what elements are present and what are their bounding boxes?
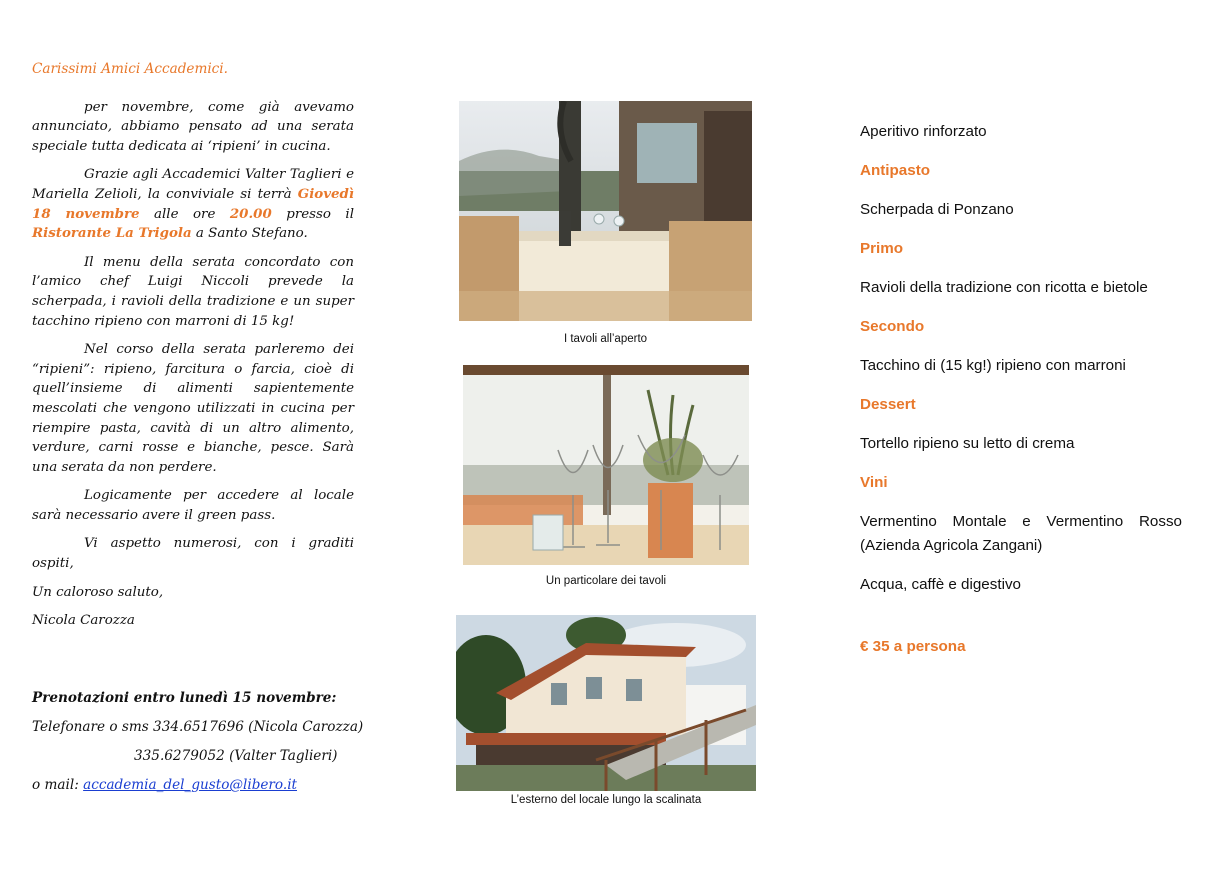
letter-paragraph-5: Logicamente per accedere al locale sarà necessario avere il green pass. [32,488,354,523]
menu-price: € 35 a persona [860,638,966,655]
letter-paragraph-3: Il menu della serata concordato con l’amico chef Luigi Niccoli prevede la scherpada, i ravioli della tradizione e un super tacchino ripieno con marroni di 15 kg! [32,254,354,329]
menu-dessert: Tortello ripieno su letto di crema [860,435,1075,452]
p2-text-b: alle ore [139,206,230,222]
photo-outdoor-tables [459,101,752,321]
photo-outdoor-tables-image [459,101,752,321]
p2-text-a: Grazie agli Accademici Valter Taglieri e Mariella Zelioli, la conviviale si terrà [32,167,354,202]
booking-phone-1: Telefonare o sms 334.6517696 (Nicola Carozza) [32,719,364,735]
menu-antipasto-label: Antipasto [860,162,931,179]
letter [32,60,354,640]
signature: Nicola Carozza [32,613,135,629]
mail-link[interactable]: accademia_del_gusto@libero.it [83,777,298,793]
menu-antipasto: Scherpada di Ponzano [860,201,1014,218]
mail-label: o mail: [32,777,84,793]
menu-vini-label: Vini [860,474,888,491]
menu-dessert-label: Dessert [860,396,916,413]
menu-primo-label: Primo [860,240,904,257]
event-date: Giovedì 18 novembre [32,185,354,222]
menu-vini: Vermentino Montale e Vermentino Rosso (Azienda Agricola Zangani) [860,513,1182,554]
letter-paragraph-4: Nel corso della serata parleremo dei “ripieni”: ripieno, farcitura o farcia, cioè di quell’insieme di alimenti sapientemente mescolati che vengono utilizzati in cucina per riempire pasta, cavità di un altro alimento, verdure, carni rosse e bianche, pesce. Sarà una serata da non perdere. [32,342,354,475]
photo-exterior-image [456,615,756,791]
letter-paragraph-2 [32,165,354,243]
photo-exterior [456,615,756,791]
event-time: 20.00 [229,205,272,222]
caption-exterior: L’esterno del locale lungo la scalinata [510,794,702,806]
menu-secondo-label: Secondo [860,318,925,335]
photo-table-detail-image [463,365,749,565]
closing: Un caloroso saluto, [32,584,164,600]
photo-table-detail [463,365,749,565]
p2-text-c: presso il [271,206,354,222]
letter-paragraph-1: per novembre, come già avevamo annunciato, abbiamo pensato ad una serata speciale tutta dedicata ai ‘ripieni’ in cucina. [32,99,354,154]
menu-primo: Ravioli della tradizione con ricotta e bietole [860,279,1148,296]
booking-info [32,689,372,805]
event-place: Ristorante La Trigola [32,225,192,242]
booking-phone-2: 335.6279052 (Valter Taglieri) [134,748,338,764]
menu-secondo: Tacchino di (15 kg!) ripieno con marroni [860,357,1126,374]
letter-paragraph-6: Vi aspetto numerosi, con i graditi ospiti, [32,536,354,572]
caption-outdoor-tables: I tavoli all’aperto [563,333,648,345]
caption-table-detail: Un particolare dei tavoli [545,575,667,587]
p2-text-d: a Santo Stefano. [191,226,308,242]
menu [860,120,1182,674]
menu-aperitivo: Aperitivo rinforzato [860,123,987,140]
booking-mail-line [32,776,372,795]
booking-title: Prenotazioni entro lunedì 15 novembre: [32,690,337,706]
menu-extra: Acqua, caffè e digestivo [860,576,1021,593]
greeting: Carissimi Amici Accademici. [32,61,228,77]
